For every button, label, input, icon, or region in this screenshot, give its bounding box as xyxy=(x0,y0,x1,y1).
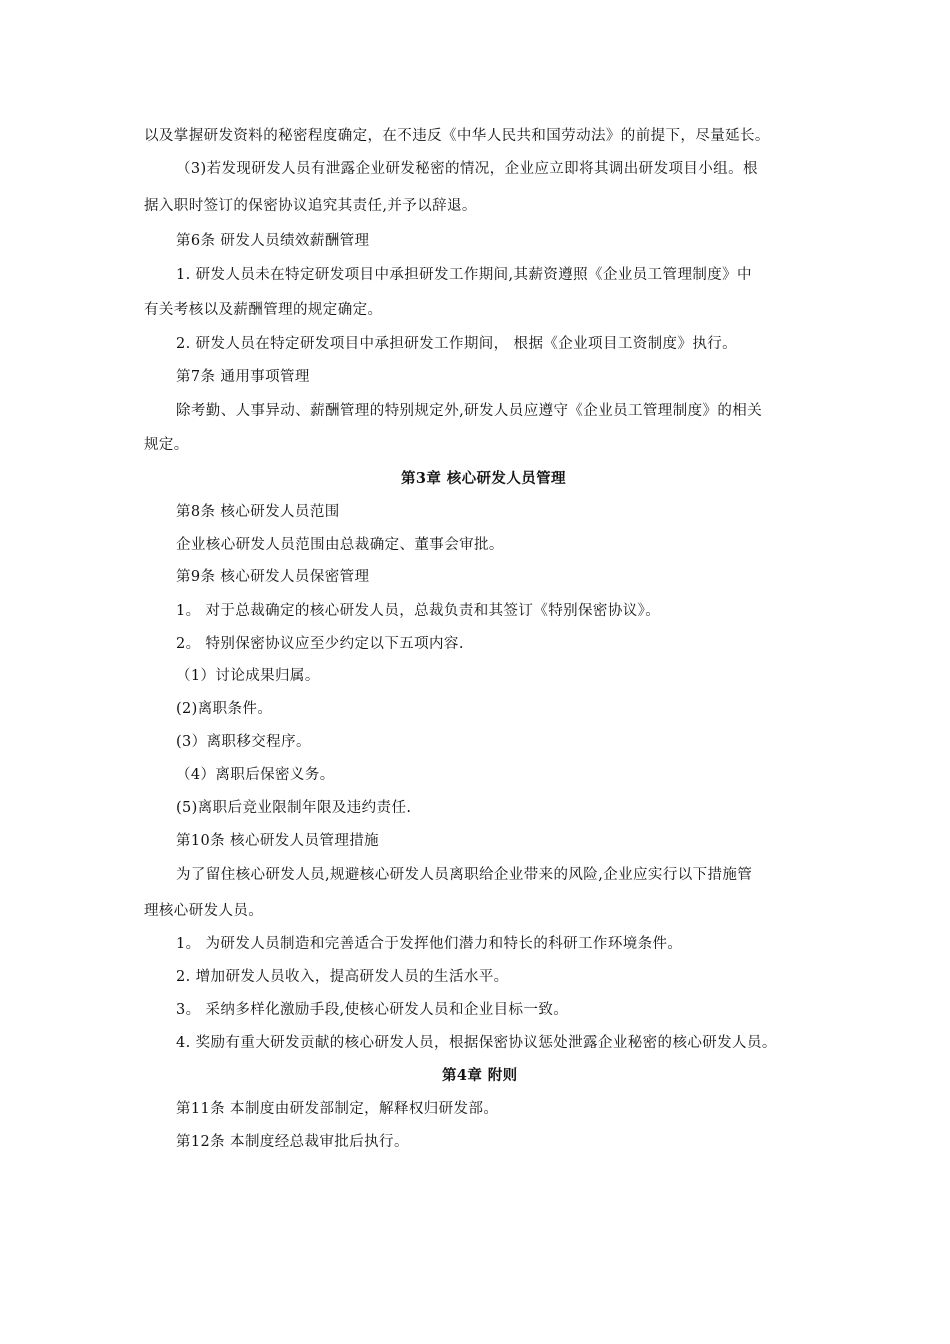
chapter-3-heading: 第3章 核心研发人员管理 xyxy=(401,470,566,487)
article-9-title: 第9条 核心研发人员保密管理 xyxy=(176,569,370,585)
paragraph-line-9: 除考勤、人事异动、薪酬管理的特别规定外,研发人员应遵守《企业员工管理制度》的相关 xyxy=(176,403,763,419)
paragraph-line-2: （3)若发现研发人员有泄露企业研发秘密的情况，企业应立即将其调出研发项目小组。根 xyxy=(176,161,758,177)
article-11: 第11条 本制度由研发部制定，解释权归研发部。 xyxy=(176,1101,499,1117)
list-item-3: (3）离职移交程序。 xyxy=(176,734,311,750)
article-8-title: 第8条 核心研发人员范围 xyxy=(176,504,340,520)
paragraph-line-15: 1。 对于总裁确定的核心研发人员，总裁负责和其签订《特别保密协议》。 xyxy=(176,603,661,619)
paragraph-line-1: 以及掌握研发资料的秘密程度确定，在不违反《中华人民共和国劳动法》的前提下，尽量延长。 xyxy=(144,128,770,144)
paragraph-line-6: 有关考核以及薪酬管理的规定确定。 xyxy=(144,302,383,318)
paragraph-line-26: 2. 增加研发人员收入，提高研发人员的生活水平。 xyxy=(176,969,509,985)
list-item-4: （4）离职后保密义务。 xyxy=(176,767,335,783)
chapter-4-heading: 第4章 附则 xyxy=(442,1067,518,1084)
paragraph-line-5: 1. 研发人员未在特定研发项目中承担研发工作期间,其薪资遵照《企业员工管理制度》中 xyxy=(176,267,752,283)
paragraph-line-13: 企业核心研发人员范围由总裁确定、董事会审批。 xyxy=(176,537,504,553)
paragraph-line-24: 理核心研发人员。 xyxy=(144,903,264,919)
paragraph-line-16: 2。 特别保密协议应至少约定以下五项内容. xyxy=(176,636,464,652)
paragraph-line-3: 据入职时签订的保密协议追究其责任,并予以辞退。 xyxy=(144,198,477,214)
paragraph-line-28: 4. 奖励有重大研发贡献的核心研发人员，根据保密协议惩处泄露企业秘密的核心研发人员。 xyxy=(176,1035,777,1051)
article-10-title: 第10条 核心研发人员管理措施 xyxy=(176,833,380,849)
paragraph-line-10: 规定。 xyxy=(144,437,189,453)
list-item-1: （1）讨论成果归属。 xyxy=(176,668,320,684)
list-item-2: (2)离职条件。 xyxy=(176,701,273,717)
article-6-title: 第6条 研发人员绩效薪酬管理 xyxy=(176,233,370,249)
paragraph-line-27: 3。 采纳多样化激励手段,使核心研发人员和企业目标一致。 xyxy=(176,1002,569,1018)
paragraph-line-23: 为了留住核心研发人员,规避核心研发人员离职给企业带来的风险,企业应实行以下措施管 xyxy=(176,867,753,883)
article-7-title: 第7条 通用事项管理 xyxy=(176,369,310,385)
paragraph-line-25: 1。 为研发人员制造和完善适合于发挥他们潜力和特长的科研工作环境条件。 xyxy=(176,936,683,952)
article-12: 第12条 本制度经总裁审批后执行。 xyxy=(176,1134,409,1150)
list-item-5: (5)离职后竞业限制年限及违约责任. xyxy=(176,800,412,816)
paragraph-line-7: 2. 研发人员在特定研发项目中承担研发工作期间， 根据《企业项目工资制度》执行。 xyxy=(176,336,738,352)
